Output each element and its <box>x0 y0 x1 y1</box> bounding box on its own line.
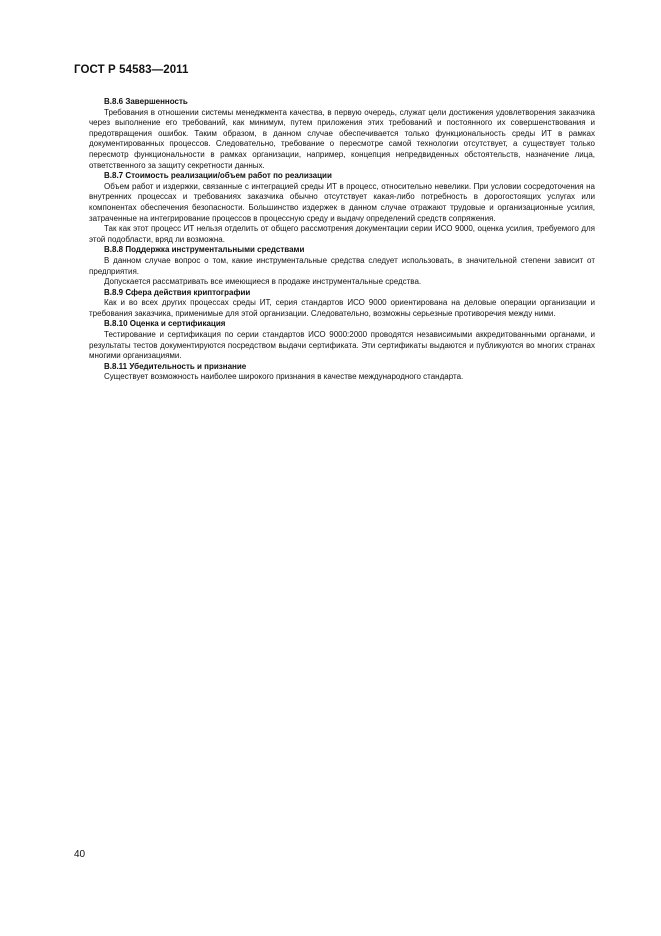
section-heading: B.8.10 Оценка и сертификация <box>104 319 226 329</box>
section-b-8-6 <box>89 97 595 171</box>
section-b-8-11 <box>89 362 595 383</box>
section-paragraph: Требования в отношении системы менеджмента качества, в первую очередь, служат цели достижения удовлетворения заказчика через выполнение его требований, как минимум, путем приложения этих требований и постоянного их совершенствования и предотвращения ошибок. Таким образом, в данном случае обеспечивается только функциональность среды ИТ в рамках документированных процессов. Следовательно, требование о пересмотре самой технологии отсутствует, а существует только пересмотр функциональности в рамках организации, например, концепция непредвиденных обстоятельств, назначение лица, ответственного за защиту секретности данных. <box>89 107 595 170</box>
document-body <box>89 97 595 383</box>
section-paragraph: Существует возможность наиболее широкого признания в качестве международного стандарта. <box>104 372 464 382</box>
section-heading: B.8.6 Завершенность <box>104 97 188 106</box>
section-paragraph: Объем работ и издержки, связанные с интеграцией среды ИТ в процесс, относительно невелики. При условии сосредоточения на внутренних процессах и требованиях заказчика обычно отсутствует какая-либо потребность в дорогостоящих услугах или компонентах обеспечения безопасности. Большинство издержек в данном случае отражают трудовые и организационные усилия, затраченные на интегрирование процессов в процессную среду и выдачу определений средств сопряжения. <box>89 181 595 223</box>
section-heading: B.8.11 Убедительность и признание <box>104 361 247 371</box>
section-paragraph: Допускается рассматривать все имеющиеся в продаже инструментальные средства. <box>104 277 422 287</box>
page-number: 40 <box>74 849 86 860</box>
section-b-8-10 <box>89 319 595 361</box>
section-paragraph: Тестирование и сертификация по серии стандартов ИСО 9000:2000 проводятся независимыми аккредитованными органами, и результаты тестов документируются посредством выдачи сертификата. Эти сертификаты выдаются и публикуются во многих странах многими организациями. <box>89 330 595 361</box>
section-heading: B.8.9 Сфера действия криптографии <box>104 287 251 297</box>
section-paragraph: Как и во всех других процессах среды ИТ, серия стандартов ИСО 9000 ориентирована на деловые операции организации и требования заказчика, применимые для этой организации. Следовательно, возможны серьезные противоречия между ними. <box>89 298 595 318</box>
section-paragraph: В данном случае вопрос о том, какие инструментальные средства следует использовать, в значительной степени зависит от предприятия. <box>89 255 595 276</box>
section-b-8-8 <box>89 245 595 287</box>
section-heading: B.8.7 Стоимость реализации/объем работ по реализации <box>104 171 332 181</box>
section-b-8-7 <box>89 171 595 245</box>
section-paragraph: Так как этот процесс ИТ нельзя отделить от общего рассмотрения документации серии ИСО 9000, оценка усилия, требуемого для этой подобласти, вряд ли возможна. <box>89 224 595 244</box>
document-header-title: ГОСТ Р 54583—2011 <box>74 64 189 76</box>
section-heading: B.8.8 Поддержка инструментальными средствами <box>104 245 305 255</box>
section-b-8-9 <box>89 288 595 320</box>
